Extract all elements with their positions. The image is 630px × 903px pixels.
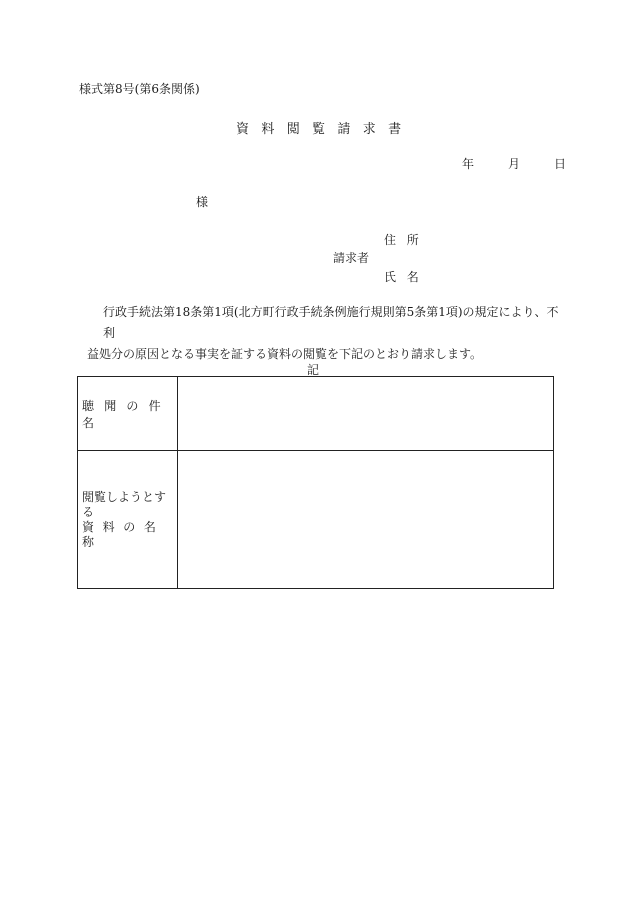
date-year: 年 — [462, 157, 475, 171]
material-name-label-cell — [78, 451, 178, 588]
date-line — [462, 155, 566, 172]
addressee-suffix: 様 — [196, 195, 209, 209]
table-row-material-name — [78, 451, 553, 588]
name-label: 氏名 — [384, 270, 430, 284]
hearing-subject-field[interactable] — [178, 377, 553, 450]
material-name-label-line-1: 閲覧しようとする — [82, 489, 167, 519]
hearing-subject-label-cell — [78, 377, 178, 450]
date-day: 日 — [554, 157, 567, 171]
form-number: 様式第8号(第6条関係) — [79, 82, 200, 96]
request-body-text — [79, 302, 559, 365]
table-row-hearing-subject — [78, 377, 553, 451]
ki-label: 記 — [307, 363, 320, 377]
body-line-1: 行政手続法第18条第1項(北方町行政手続条例施行規則第5条第1項)の規定により、不利 — [103, 305, 559, 340]
address-label: 住所 — [384, 233, 430, 247]
requester-label: 請求者 — [333, 251, 370, 265]
date-month: 月 — [508, 157, 521, 171]
material-name-label-line-2: 資料の名称 — [82, 519, 165, 549]
record-table — [77, 376, 554, 589]
document-title: 資料閲覧請求書 — [236, 122, 414, 137]
material-name-field[interactable] — [178, 451, 553, 588]
body-line-2: 益処分の原因となる事実を証する資料の閲覧を下記のとおり請求します。 — [87, 347, 483, 361]
hearing-subject-label: 聴聞の件名 — [82, 398, 171, 430]
